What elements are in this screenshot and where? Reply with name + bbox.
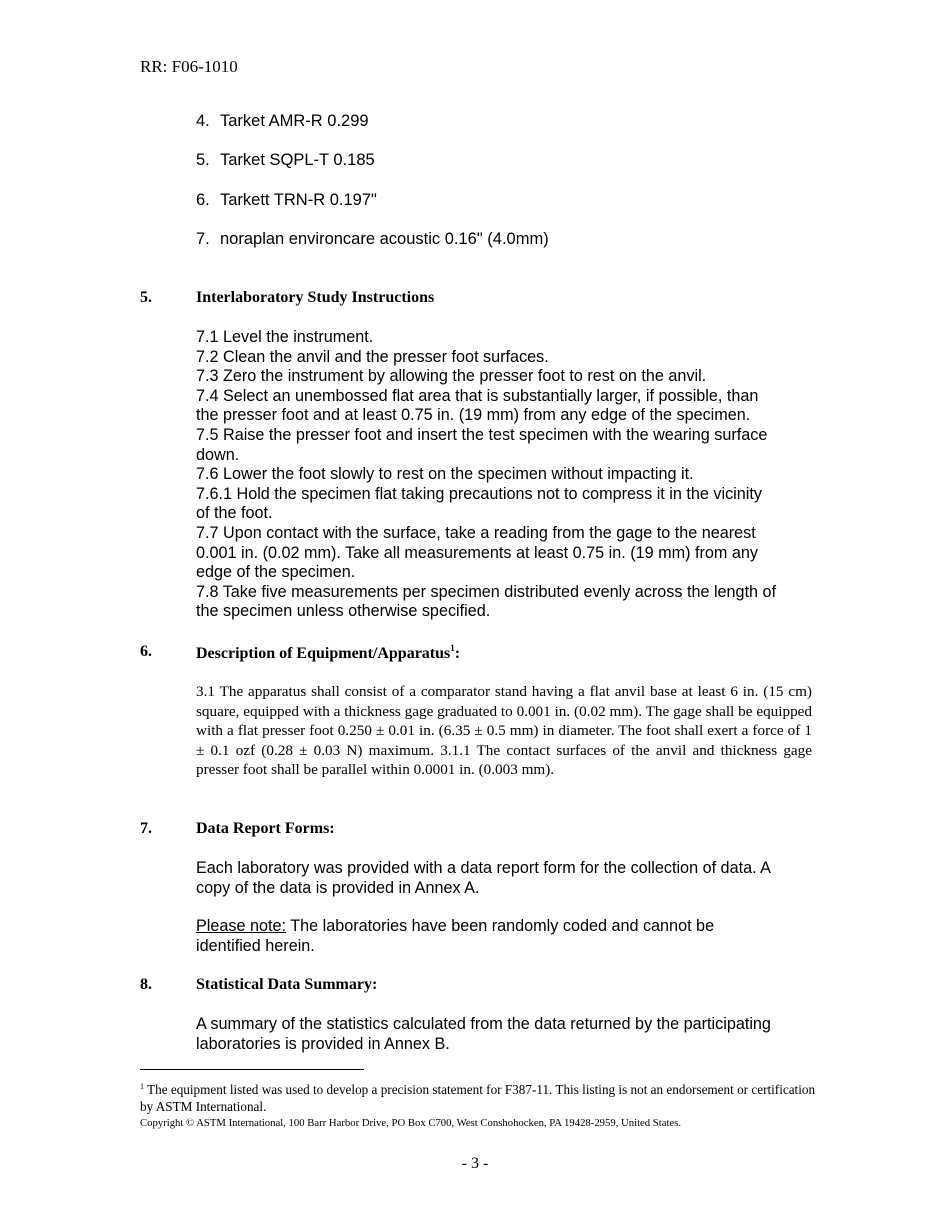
instruction-line: 0.001 in. (0.02 mm). Take all measurements at least 0.75 in. (19 mm) from any xyxy=(196,543,759,562)
paragraph-line: Each laboratory was provided with a data report form for the collection of data. A xyxy=(196,859,771,877)
section-6-title-colon: : xyxy=(454,645,461,662)
section-7-title: Data Report Forms: xyxy=(196,820,335,837)
section-6-title: Description of Equipment/Apparatus xyxy=(196,645,451,662)
instruction-line: 7.2 Clean the anvil and the presser foot surfaces. xyxy=(196,347,549,366)
paragraph-line: laboratories is provided in Annex B. xyxy=(196,1034,450,1053)
footnote-divider xyxy=(140,1069,364,1070)
section-7-number: 7. xyxy=(140,820,152,837)
note-line xyxy=(196,917,816,937)
footnote-reference: 1 xyxy=(450,643,455,653)
data-report-paragraph xyxy=(196,859,816,898)
list-item-number: 6. xyxy=(196,191,210,209)
instruction-line: the specimen unless otherwise specified. xyxy=(196,602,491,621)
section-8-title: Statistical Data Summary: xyxy=(196,976,378,993)
instruction-line: edge of the specimen. xyxy=(196,563,356,582)
list-item xyxy=(196,112,369,131)
footnote-text: The equipment listed was used to develop a precision statement for F387-11. This listing is not an endorsement or certification by ASTM International. xyxy=(140,1082,816,1114)
paragraph-line: copy of the data is provided in Annex A. xyxy=(196,878,480,897)
note-label: Please note: xyxy=(196,917,286,935)
section-5-title: Interlaboratory Study Instructions xyxy=(196,289,435,306)
note-text: The laboratories have been randomly coded and cannot be xyxy=(286,917,715,935)
list-item-text: Tarkett TRN-R 0.197" xyxy=(220,191,377,209)
note-paragraph xyxy=(196,917,816,956)
list-item xyxy=(196,151,375,170)
footnote xyxy=(140,1079,820,1115)
instruction-line: 7.6 Lower the foot slowly to rest on the specimen without impacting it. xyxy=(196,465,694,484)
instruction-line: the presser foot and at least 0.75 in. (19 mm) from any edge of the specimen. xyxy=(196,406,751,425)
instruction-line: 7.3 Zero the instrument by allowing the presser foot to rest on the anvil. xyxy=(196,367,707,386)
list-item-text: Tarket SQPL-T 0.185 xyxy=(220,151,375,169)
instruction-line: 7.8 Take five measurements per specimen distributed evenly across the length of xyxy=(196,582,777,601)
section-6-title-wrap xyxy=(196,643,460,663)
section-5-number: 5. xyxy=(140,289,152,306)
instruction-line: of the foot. xyxy=(196,504,273,523)
instruction-line: 7.1 Level the instrument. xyxy=(196,328,374,346)
apparatus-description: 3.1 The apparatus shall consist of a comparator stand having a flat anvil base at least 6 in. (15 cm) square, equipped with a thickness gage graduated to 0.001 in. (0.02 mm). The gage shall be equipped with a flat presser foot 0.250 ± 0.01 in. (6.35 ± 0.5 mm) in diameter. The foot shall exert a force of 1 ± 0.1 ozf (0.28 ± 0.03 N) maximum. 3.1.1 The contact surfaces of the anvil and thickness gage presser foot shall be parallel within 0.0001 in. (0.003 mm). xyxy=(196,683,812,779)
instruction-line: down. xyxy=(196,445,240,464)
section-8-number: 8. xyxy=(140,976,152,993)
section-5-instructions xyxy=(196,328,816,622)
instruction-line: 7.5 Raise the presser foot and insert the test specimen with the wearing surface xyxy=(196,425,768,444)
page-number: - 3 - xyxy=(461,1155,489,1172)
list-item-text: noraplan environcare acoustic 0.16" (4.0mm) xyxy=(220,230,549,248)
instruction-line: 7.6.1 Hold the specimen flat taking precautions not to compress it in the vicinity xyxy=(196,484,762,503)
note-line: identified herein. xyxy=(196,936,315,955)
instruction-line: 7.7 Upon contact with the surface, take a reading from the gage to the nearest xyxy=(196,523,756,542)
statistics-paragraph xyxy=(196,1015,816,1054)
list-item xyxy=(196,230,549,249)
report-id-header: RR: F06-1010 xyxy=(140,57,238,76)
footnote-marker: 1 xyxy=(140,1082,144,1091)
list-item-number: 5. xyxy=(196,151,210,169)
list-item-number: 4. xyxy=(196,112,210,130)
list-item xyxy=(196,191,377,210)
list-item-text: Tarket AMR-R 0.299 xyxy=(220,112,369,130)
list-item-number: 7. xyxy=(196,230,210,248)
copyright-notice: Copyright © ASTM International, 100 Barr Harbor Drive, PO Box C700, West Conshohocken, PA 19428-2959, United States. xyxy=(140,1117,682,1129)
section-6-number: 6. xyxy=(140,643,152,660)
instruction-line: 7.4 Select an unembossed flat area that is substantially larger, if possible, than xyxy=(196,386,759,405)
paragraph-line: A summary of the statistics calculated from the data returned by the participating xyxy=(196,1015,771,1033)
